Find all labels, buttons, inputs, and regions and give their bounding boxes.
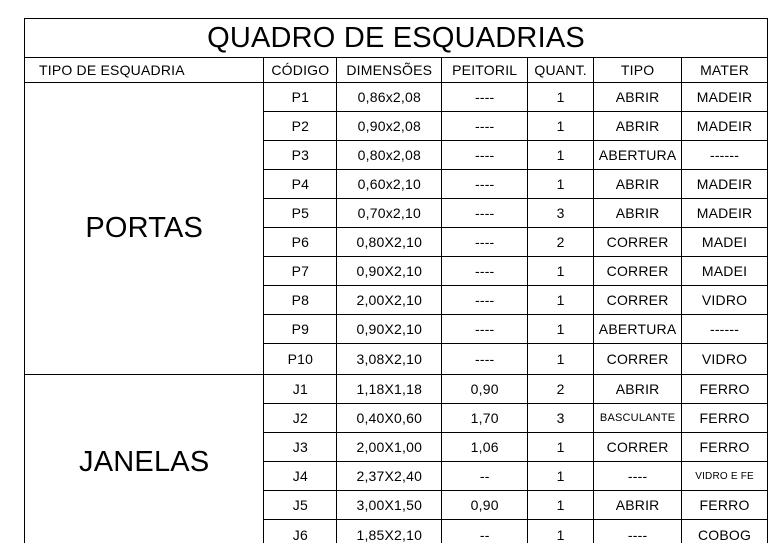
cell-dimensoes: 2,37X2,40 <box>337 462 442 491</box>
cell-codigo: J6 <box>264 520 337 543</box>
cell-quant: 3 <box>528 404 594 433</box>
cell-codigo: P6 <box>264 228 337 257</box>
header-material: MATER <box>682 58 768 83</box>
cell-quant: 1 <box>528 491 594 520</box>
cell-quant: 1 <box>528 112 594 141</box>
cell-dimensoes: 0,60x2,10 <box>337 170 442 199</box>
cell-quant: 2 <box>528 375 594 404</box>
cell-material: VIDRO E FE <box>682 462 768 491</box>
cell-tipo: CORRER <box>594 433 682 462</box>
cell-peitoril: ---- <box>442 112 528 141</box>
cell-peitoril: ---- <box>442 228 528 257</box>
cell-peitoril: 1,70 <box>442 404 528 433</box>
cell-material: MADEIR <box>682 83 768 112</box>
cell-peitoril: ---- <box>442 83 528 112</box>
cell-material: FERRO <box>682 375 768 404</box>
cell-material: COBOG <box>682 520 768 543</box>
cell-peitoril: 1,06 <box>442 433 528 462</box>
cell-material: VIDRO <box>682 344 768 375</box>
cell-material: FERRO <box>682 433 768 462</box>
group-label: PORTAS <box>25 83 264 375</box>
cell-tipo: CORRER <box>594 228 682 257</box>
header-row <box>25 58 768 83</box>
cell-peitoril: 0,90 <box>442 375 528 404</box>
cell-dimensoes: 0,86x2,08 <box>337 83 442 112</box>
cell-material: MADEIR <box>682 112 768 141</box>
cell-codigo: P8 <box>264 286 337 315</box>
cell-quant: 1 <box>528 520 594 543</box>
cell-codigo: J4 <box>264 462 337 491</box>
cell-material: MADEIR <box>682 170 768 199</box>
table-row <box>25 375 768 404</box>
cell-tipo: CORRER <box>594 344 682 375</box>
cell-tipo: ---- <box>594 520 682 543</box>
table-row <box>25 83 768 112</box>
cell-dimensoes: 3,00X1,50 <box>337 491 442 520</box>
cell-dimensoes: 2,00X1,00 <box>337 433 442 462</box>
cell-tipo: ABRIR <box>594 491 682 520</box>
header-dimensoes: DIMENSÕES <box>337 58 442 83</box>
cell-peitoril: ---- <box>442 170 528 199</box>
header-peitoril: PEITORIL <box>442 58 528 83</box>
cell-codigo: J3 <box>264 433 337 462</box>
cell-codigo: P4 <box>264 170 337 199</box>
cell-tipo: ABRIR <box>594 170 682 199</box>
cell-peitoril: 0,90 <box>442 491 528 520</box>
cell-tipo: ---- <box>594 462 682 491</box>
cell-tipo: ABERTURA <box>594 141 682 170</box>
header-quant: QUANT. <box>528 58 594 83</box>
header-tipo-esquadria: TIPO DE ESQUADRIA <box>25 58 264 83</box>
cell-peitoril: -- <box>442 462 528 491</box>
cell-material: ------ <box>682 141 768 170</box>
cell-dimensoes: 0,80X2,10 <box>337 228 442 257</box>
cell-material: VIDRO <box>682 286 768 315</box>
cell-quant: 1 <box>528 257 594 286</box>
cell-codigo: P2 <box>264 112 337 141</box>
cell-tipo: CORRER <box>594 286 682 315</box>
cell-peitoril: ---- <box>442 257 528 286</box>
cell-tipo: ABRIR <box>594 199 682 228</box>
cell-quant: 1 <box>528 344 594 375</box>
cell-material: FERRO <box>682 404 768 433</box>
cell-codigo: P1 <box>264 83 337 112</box>
cell-quant: 1 <box>528 83 594 112</box>
cell-dimensoes: 2,00X2,10 <box>337 286 442 315</box>
cell-codigo: P3 <box>264 141 337 170</box>
cell-codigo: P5 <box>264 199 337 228</box>
cell-tipo: ABRIR <box>594 83 682 112</box>
cell-quant: 1 <box>528 315 594 344</box>
cell-material: MADEIR <box>682 199 768 228</box>
cell-quant: 1 <box>528 141 594 170</box>
table-title: QUADRO DE ESQUADRIAS <box>25 19 768 58</box>
cell-codigo: P7 <box>264 257 337 286</box>
cell-tipo: CORRER <box>594 257 682 286</box>
window-door-schedule-table <box>24 18 768 543</box>
cell-codigo: P9 <box>264 315 337 344</box>
cell-quant: 1 <box>528 286 594 315</box>
cell-tipo: ABRIR <box>594 375 682 404</box>
cell-peitoril: ---- <box>442 315 528 344</box>
cell-dimensoes: 0,80x2,08 <box>337 141 442 170</box>
title-row <box>25 19 768 58</box>
cell-material: MADEI <box>682 257 768 286</box>
cell-dimensoes: 0,70x2,10 <box>337 199 442 228</box>
header-codigo: CÓDIGO <box>264 58 337 83</box>
cell-codigo: J5 <box>264 491 337 520</box>
cell-codigo: J2 <box>264 404 337 433</box>
cell-material: FERRO <box>682 491 768 520</box>
cell-quant: 2 <box>528 228 594 257</box>
cell-dimensoes: 1,85X2,10 <box>337 520 442 543</box>
cell-peitoril: ---- <box>442 141 528 170</box>
cell-dimensoes: 0,90x2,08 <box>337 112 442 141</box>
cell-material: ------ <box>682 315 768 344</box>
group-label: JANELAS <box>25 375 264 543</box>
cell-material: MADEI <box>682 228 768 257</box>
cell-quant: 1 <box>528 170 594 199</box>
cell-tipo: BASCULANTE <box>594 404 682 433</box>
cell-dimensoes: 1,18X1,18 <box>337 375 442 404</box>
header-tipo: TIPO <box>594 58 682 83</box>
cell-peitoril: ---- <box>442 344 528 375</box>
cell-peitoril: ---- <box>442 286 528 315</box>
cell-tipo: ABRIR <box>594 112 682 141</box>
cell-peitoril: -- <box>442 520 528 543</box>
cell-dimensoes: 3,08X2,10 <box>337 344 442 375</box>
cell-dimensoes: 0,90X2,10 <box>337 315 442 344</box>
cell-quant: 1 <box>528 462 594 491</box>
cell-dimensoes: 0,40X0,60 <box>337 404 442 433</box>
cell-peitoril: ---- <box>442 199 528 228</box>
cell-quant: 3 <box>528 199 594 228</box>
cell-codigo: J1 <box>264 375 337 404</box>
cell-dimensoes: 0,90X2,10 <box>337 257 442 286</box>
cell-tipo: ABERTURA <box>594 315 682 344</box>
cell-codigo: P10 <box>264 344 337 375</box>
cell-quant: 1 <box>528 433 594 462</box>
